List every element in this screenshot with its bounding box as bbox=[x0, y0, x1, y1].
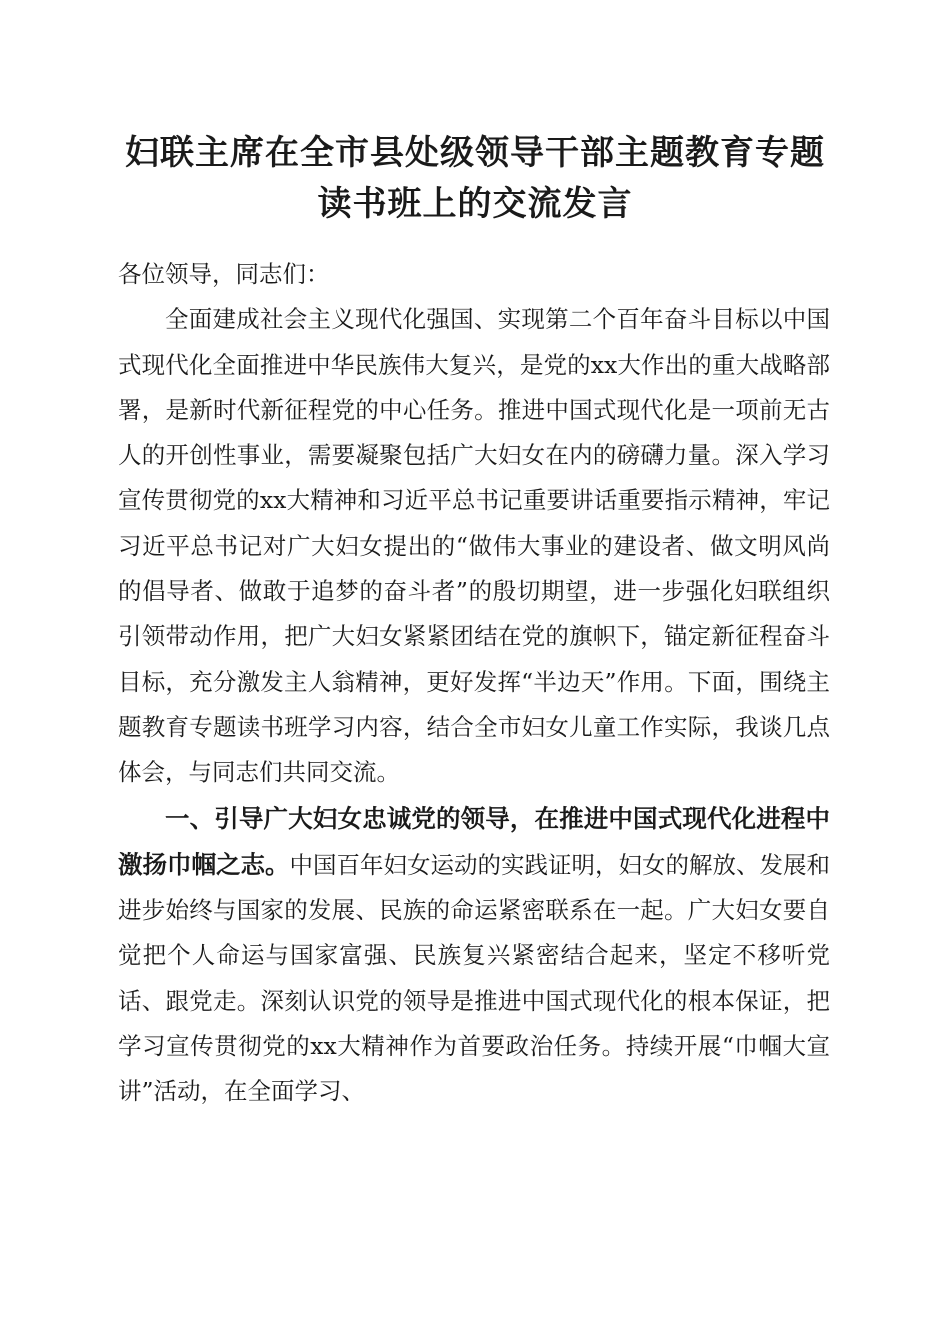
section-1-body: 中国百年妇女运动的实践证明，妇女的解放、发展和进步始终与国家的发展、民族的命运紧密联系在一起。广大妇女要自觉把个人命运与国家富强、民族复兴紧密结合起来，坚定不移听党话、跟党走。深刻认识党的领导是推进中国式现代化的根本保证，把学习宣传贯彻党的xx大精神作为首要政治任务。持续开展“巾帼大宣讲”活动，在全面学习、 bbox=[118, 850, 830, 1106]
section-1-heading: 一、引导广大妇女忠诚党的领导，在推进中国式现代化进程中激扬巾帼之志。 bbox=[118, 803, 830, 879]
document-body bbox=[118, 252, 830, 1115]
document-title bbox=[100, 128, 850, 230]
salutation: 各位领导，同志们： bbox=[118, 260, 330, 288]
title-line-1: 妇联主席在全市县处级领导干部主题教育专题 bbox=[125, 133, 825, 173]
title-line-2: 读书班上的交流发言 bbox=[317, 184, 633, 224]
paragraph-intro: 全面建成社会主义现代化强国、实现第二个百年奋斗目标以中国式现代化全面推进中华民族伟大复兴，是党的xx大作出的重大战略部署，是新时代新征程党的中心任务。推进中国式现代化是一项前无古人的开创性事业，需要凝聚包括广大妇女在内的磅礴力量。深入学习宣传贯彻党的xx大精神和习近平总书记重要讲话重要指示精神，牢记习近平总书记对广大妇女提出的“做伟大事业的建设者、做文明风尚的倡导者、做敢于追梦的奋斗者”的殷切期望，进一步强化妇联组织引领带动作用，把广大妇女紧紧团结在党的旗帜下，锚定新征程奋斗目标，充分激发主人翁精神，更好发挥“半边天”作用。下面，围绕主题教育专题读书班学习内容，结合全市妇女儿童工作实际，我谈几点体会，与同志们共同交流。 bbox=[118, 305, 830, 787]
paragraph-section-1 bbox=[118, 796, 830, 1115]
